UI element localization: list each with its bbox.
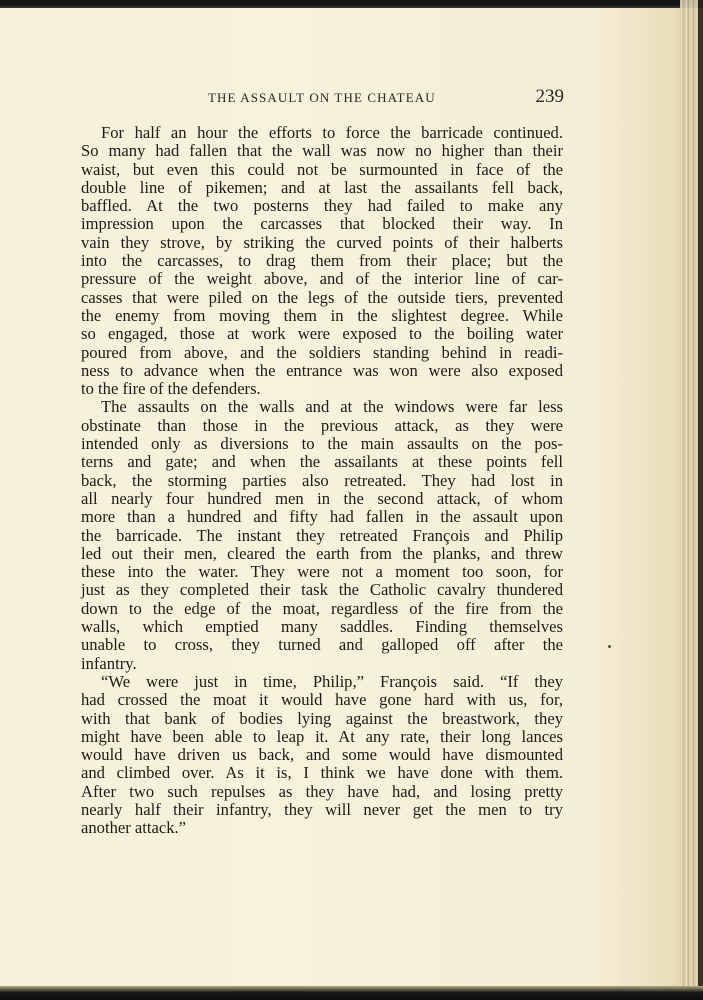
running-title: THE ASSAULT ON THE CHATEAU	[208, 90, 436, 105]
text-line: double line of pikemen; and at last the assailants fell back,	[81, 177, 563, 197]
text-line: So many had fallen that the wall was now no higher than their	[81, 141, 563, 161]
text-line: just as they completed their task the Catholic cavalry thundered	[81, 580, 563, 600]
body-text	[81, 124, 563, 838]
text-line: baffled. At the two posterns they had failed to make any	[81, 196, 563, 216]
text-line: nearly half their infantry, they will never get the men to try	[81, 799, 563, 819]
text-line: poured from above, and the soldiers standing behind in readi-	[81, 342, 563, 362]
text-line: the enemy from moving them in the slightest degree. While	[81, 305, 563, 325]
text-line: walls, which emptied many saddles. Finding themselves	[81, 617, 563, 637]
text-line: casses that were piled on the legs of the outside tiers, prevented	[81, 287, 563, 307]
margin-speck	[608, 645, 611, 648]
text-line: had crossed the moat it would have gone hard with us, for,	[81, 690, 563, 710]
text-line: the barricade. The instant they retreated François and Philip	[81, 525, 563, 545]
text-line: The assaults on the walls and at the windows were far less	[101, 397, 563, 417]
text-line: into the carcasses, to drag them from their place; but the	[81, 251, 563, 271]
text-line: waist, but even this could not be surmounted in face of the	[81, 159, 563, 179]
text-line: For half an hour the efforts to force the barricade continued.	[101, 123, 563, 142]
scan-right-border	[698, 0, 703, 1000]
text-line: might have been able to leap it. At any rate, their long lances	[81, 726, 563, 746]
text-line: vain they strove, by striking the curved points of their halberts	[81, 232, 563, 252]
text-line: obstinate than those in the previous attack, as they were	[81, 415, 563, 435]
page-number: 239	[535, 86, 564, 107]
text-line: all nearly four hundred men in the second attack, of whom	[81, 488, 563, 508]
text-line: led out their men, cleared the earth from the planks, and threw	[81, 543, 563, 563]
text-line: would have driven us back, and some would have dismounted	[81, 745, 563, 765]
text-line: pressure of the weight above, and of the interior line of car-	[81, 269, 563, 289]
text-line: ness to advance when the entrance was won were also exposed	[81, 360, 563, 380]
text-line: “We were just in time, Philip,” François said. “If they	[101, 671, 563, 691]
text-line: impression upon the carcasses that blocked their way. In	[81, 214, 563, 234]
text-line: infantry.	[81, 653, 137, 673]
text-line: down to the edge of the moat, regardless of the fire from the	[81, 598, 563, 618]
text-line: unable to cross, they turned and galloped off after the	[81, 635, 563, 655]
text-line: with that bank of bodies lying against the breastwork, they	[81, 708, 563, 728]
text-line: to the fire of the defenders.	[81, 379, 261, 399]
text-line: terns and gate; and when the assailants at these points fell	[81, 452, 563, 472]
text-line: another attack.”	[81, 818, 187, 838]
text-line: more than a hundred and fifty had fallen in the assault upon	[81, 507, 563, 527]
scan-top-edge	[0, 0, 703, 8]
text-line: and climbed over. As it is, I think we have done with them.	[81, 763, 563, 783]
running-head	[208, 86, 564, 112]
text-line: so engaged, those at work were exposed to the boiling water	[81, 324, 563, 344]
text-line: intended only as diversions to the main assaults on the pos-	[81, 434, 563, 454]
text-line: After two such repulses as they have had, and losing pretty	[81, 781, 563, 801]
text-line: back, the storming parties also retreated. They had lost in	[81, 470, 563, 490]
text-line: these into the water. They were not a moment too soon, for	[81, 562, 563, 582]
scan-bottom-edge	[0, 986, 703, 1000]
page-stack-edge	[680, 0, 703, 1000]
